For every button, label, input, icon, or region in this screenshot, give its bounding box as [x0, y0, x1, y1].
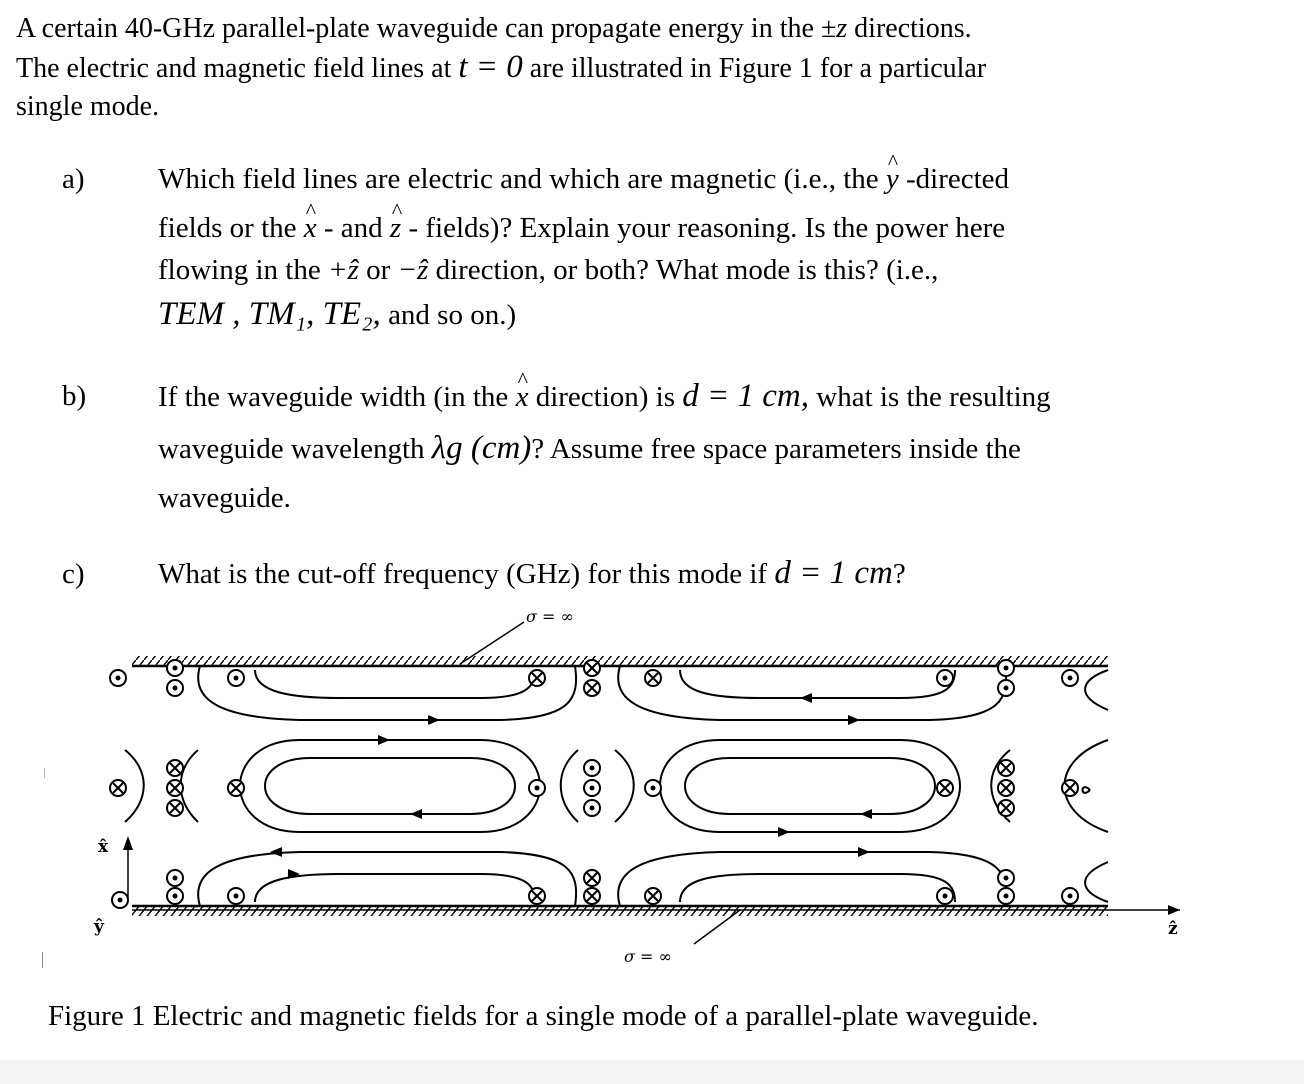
- figure-caption: Figure 1 Electric and magnetic fields for a single mode of a parallel-plate waveguide.: [48, 1000, 1039, 1032]
- sigma-top-label: σ = ∞: [526, 607, 574, 626]
- question-a-line-1: Which field lines are electric and which are magnetic (i.e., the ^ y -directed: [158, 163, 1158, 212]
- question-b-line-3: waveguide.: [158, 482, 291, 514]
- question-c-label: c): [62, 558, 85, 590]
- question-a-label: a): [62, 163, 85, 195]
- question-b-label: b): [62, 380, 87, 412]
- page-bottom-band: [0, 1060, 1304, 1084]
- question-a-line-2: fields or the ^ x - and ^ z - fields)? Explain your reasoning. Is the power here: [158, 212, 1158, 254]
- problem-intro: [16, 10, 1126, 126]
- top-plate: [132, 656, 1108, 666]
- bottom-plate: [132, 906, 1108, 916]
- field-symbols: [110, 660, 1078, 904]
- margin-mark-2: [44, 768, 45, 778]
- waveguide-diagram: [0, 600, 1304, 970]
- field-lines: [125, 666, 1108, 906]
- x-axis-label: x̂: [98, 837, 109, 857]
- question-c-text: What is the cut-off frequency (GHz) for this mode if d = 1 cm?: [158, 555, 906, 591]
- question-b-text: [158, 378, 1158, 515]
- question-a-line-3: flowing in the +ẑ or −ẑ direction, or both? What mode is this? (i.e.,: [158, 254, 939, 286]
- y-axis-label: ŷ: [94, 917, 104, 937]
- intro-line-1: A certain 40-GHz parallel-plate waveguide can propagate energy in the ±z directions.: [16, 13, 972, 44]
- sigma-bottom-label: σ = ∞: [624, 947, 672, 966]
- intro-line-2: The electric and magnetic field lines at t = 0 are illustrated in Figure 1 for a particular: [16, 49, 987, 85]
- question-a-text: [158, 163, 1158, 333]
- margin-mark: [42, 952, 43, 968]
- question-b-line-1: If the waveguide width (in the ^ x direction) is d = 1 cm, what is the resulting: [158, 378, 1158, 430]
- z-axis-label: ẑ: [1168, 919, 1178, 939]
- question-b-line-2: waveguide wavelength λg (cm)? Assume free space parameters inside the: [158, 430, 1021, 466]
- question-a-line-4: TEM , TM₁, TE₂, and so on.): [158, 296, 517, 332]
- waveguide-figure: [0, 600, 1304, 970]
- intro-line-3: single mode.: [16, 91, 160, 122]
